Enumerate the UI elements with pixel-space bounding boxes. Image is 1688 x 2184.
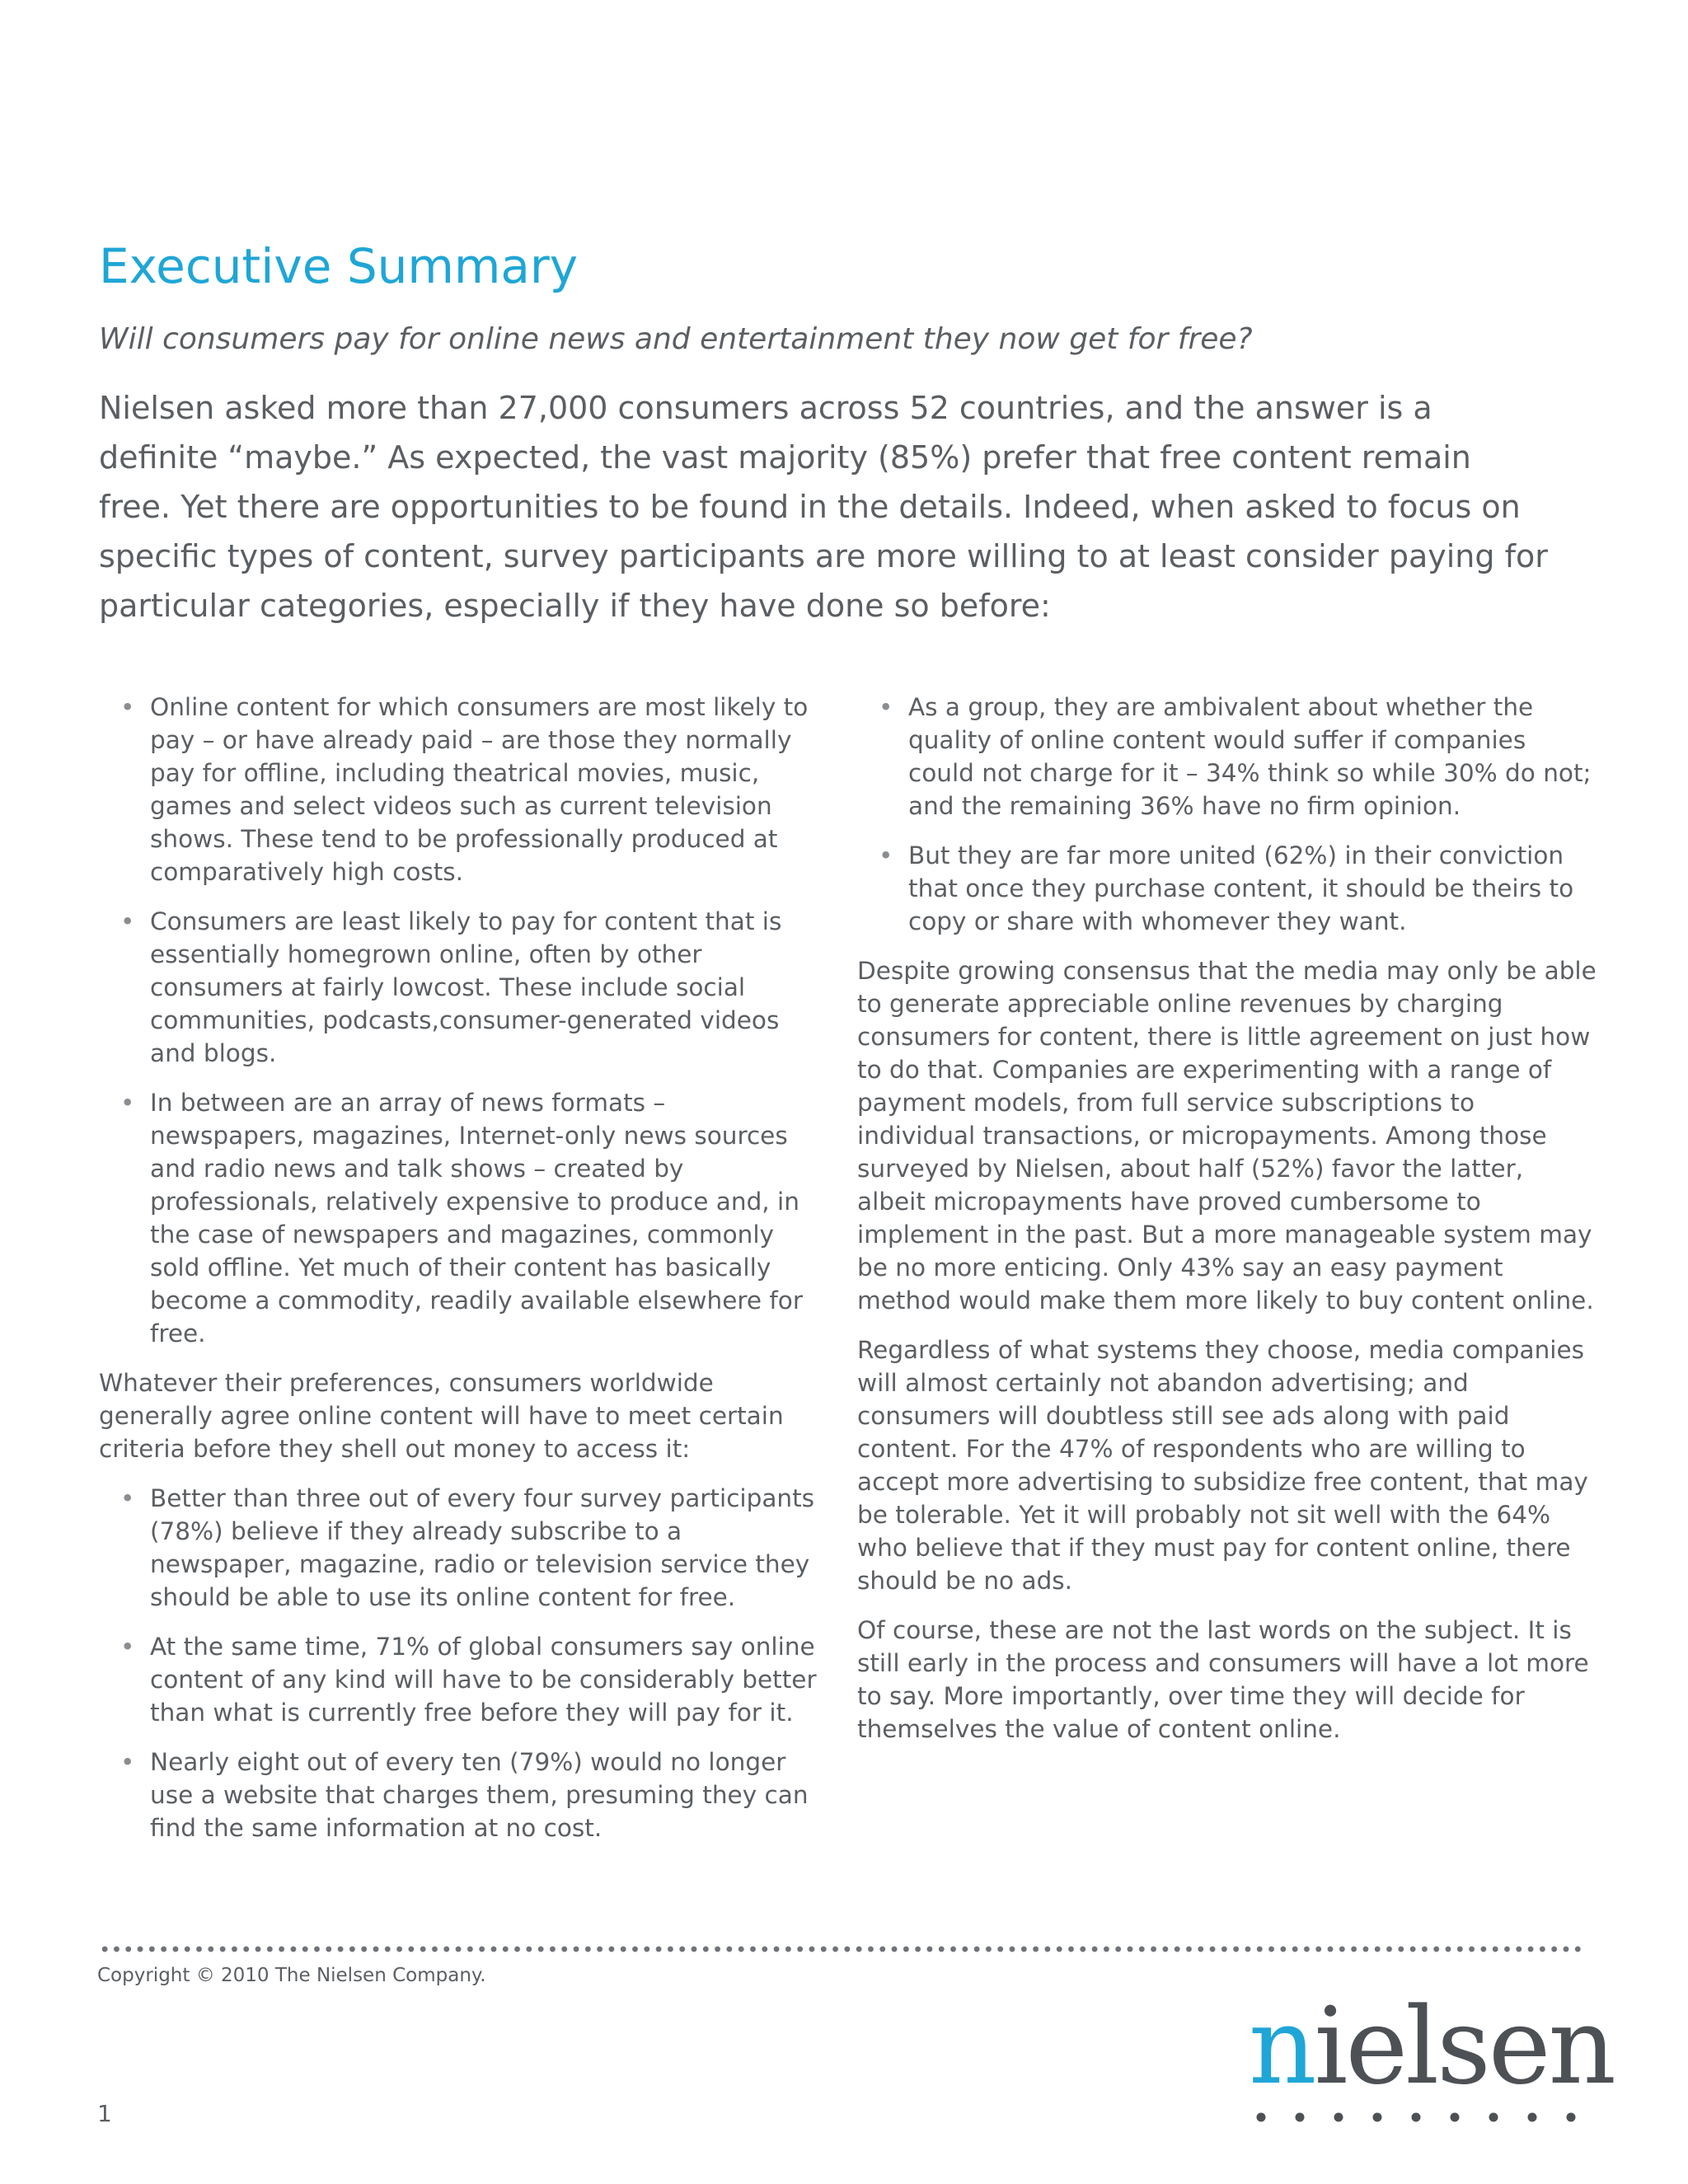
list-item-text: Online content for which consumers are most likely to pay – or have already paid – are those they normally pay for offline, including theatrical movies, music, games and select videos such as current television shows. These tend to be professionally produced at comparatively high costs. [150, 693, 809, 886]
list-item-text: As a group, they are ambivalent about whether the quality of online content would suffer if companies could not charge for it – 34% think so while 30% do not; and the remaining 36% have no firm opinion. [908, 693, 1592, 820]
list-item-text: In between are an array of news formats – newspapers, magazines, Internet-only news sources and radio news and talk shows – created by professionals, relatively expensive to produce and, in the case of newspapers and magazines, commonly sold offline. Yet much of their content has basically become a commodity, readily available elsewhere for free. [150, 1089, 803, 1347]
copyright-notice: Copyright © 2010 The Nielsen Company. [97, 1965, 486, 1986]
intro-paragraph: Nielsen asked more than 27,000 consumers across 52 countries, and the answer is a definite “maybe.” As expected, the vast majority (85%) prefer that free content remain free. Yet there are opportunities to be found in the details. Indeed, when asked to focus on specific types of content, survey participants are more willing to at least consider paying for particular categories, especially if they have done so before: [99, 390, 1548, 624]
left-paragraph: Whatever their preferences, consumers worldwide generally agree online content will have to meet certain criteria before they shell out money to access it: [99, 1369, 784, 1463]
list-item-text: But they are far more united (62%) in their conviction that once they purchase content, it should be theirs to copy or share with whomever they want. [908, 841, 1574, 935]
nielsen-logo-wordmark [1249, 1985, 1614, 2108]
list-item-text: Better than three out of every four survey participants (78%) believe if they already subscribe to a newspaper, magazine, radio or television service they should be able to use its online content for free. [150, 1484, 815, 1611]
logo-accent-letter: n [1249, 1985, 1315, 2108]
right-column [857, 691, 1599, 1762]
list-item [857, 839, 1599, 938]
bullet-icon: • [120, 1089, 135, 1117]
left-bullet-list-1 [99, 691, 824, 1350]
bullet-icon: • [120, 1748, 135, 1776]
list-item [99, 691, 824, 888]
bullet-icon: • [120, 907, 135, 935]
list-item [857, 691, 1599, 823]
right-paragraph: Regardless of what systems they choose, media companies will almost certainly not abandon advertising; and consumers will doubtless still see ads along with paid content. For the 47% of respondents who are willing to accept more advertising to subsidize free content, that may be tolerable. Yet it will probably not sit well with the 64% who believe that if they must pay for content online, there should be no ads. [857, 1336, 1588, 1595]
left-column [99, 691, 824, 1861]
list-item [99, 1482, 824, 1614]
list-item [99, 905, 824, 1070]
bullet-icon: • [120, 1633, 135, 1661]
page-number: 1 [97, 2100, 112, 2127]
bullet-icon: • [879, 841, 893, 869]
list-item [99, 1746, 824, 1844]
right-bullet-list [857, 691, 1599, 938]
list-item [99, 1086, 824, 1350]
bullet-icon: • [120, 693, 135, 721]
page-subtitle: Will consumers pay for online news and entertainment they now get for free? [99, 322, 1253, 356]
nielsen-logo [1249, 1985, 1614, 2126]
logo-dots-icon [1255, 2111, 1585, 2123]
page-title: Executive Summary [99, 238, 579, 294]
bullet-icon: • [120, 1484, 135, 1512]
logo-rest-letters: ielsen [1314, 1985, 1614, 2108]
right-paragraph: Of course, these are not the last words on the subject. It is still early in the process and consumers will have a lot more to say. More importantly, over time they will decide for themselves the value of content online. [857, 1616, 1589, 1743]
list-item-text: Consumers are least likely to pay for content that is essentially homegrown online, often by other consumers at fairly lowcost. These include social communities, podcasts,consumer-generated videos and blogs. [150, 907, 782, 1067]
dotted-divider [99, 1945, 1582, 1953]
right-paragraph: Despite growing consensus that the media may only be able to generate appreciable online revenues by charging consumers for content, there is little agreement on just how to do that. Companies are experimenting with a range of payment models, from full service subscriptions to individual transactions, or micropayments. Among those surveyed by Nielsen, about half (52%) favor the latter, albeit micropayments have proved cumbersome to implement in the past. But a more manageable system may be no more enticing. Only 43% say an easy payment method would make them more likely to buy content online. [857, 957, 1597, 1315]
left-bullet-list-2 [99, 1482, 824, 1844]
list-item-text: Nearly eight out of every ten (79%) would no longer use a website that charges them, presuming they can find the same information at no cost. [150, 1748, 809, 1842]
bullet-icon: • [879, 693, 893, 721]
list-item-text: At the same time, 71% of global consumers say online content of any kind will have to be considerably better than what is currently free before they will pay for it. [150, 1633, 817, 1727]
list-item [99, 1630, 824, 1729]
